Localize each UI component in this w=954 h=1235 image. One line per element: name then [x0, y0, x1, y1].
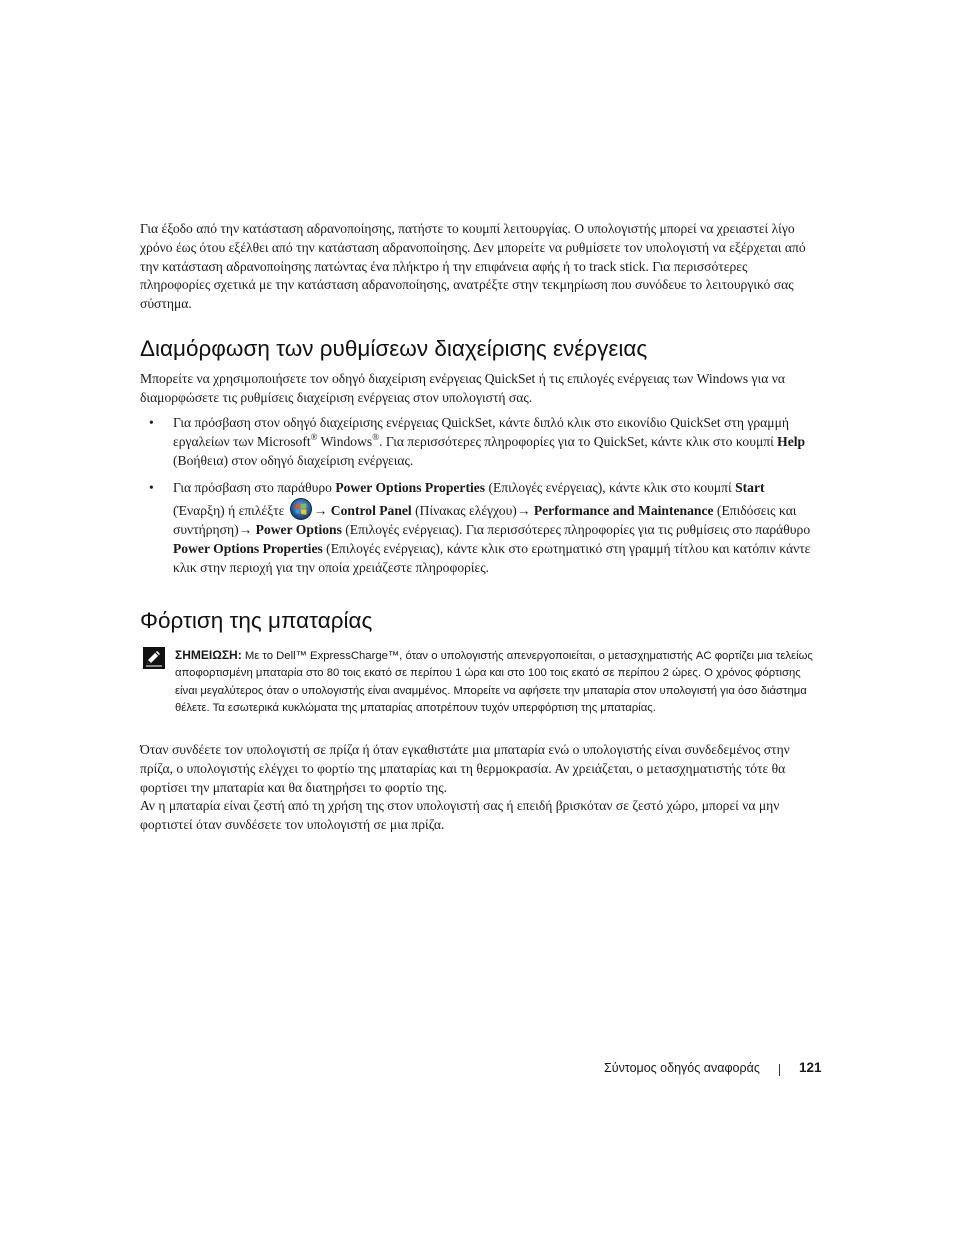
- start-button-label: Start: [735, 480, 765, 496]
- help-button-label: Help: [777, 433, 806, 449]
- bullet-text: Windows: [317, 433, 373, 449]
- bullet-marker: •: [149, 415, 154, 430]
- power-management-bullets: [140, 414, 812, 577]
- bullet-text: (Έναρξη) ή επιλέξτε: [173, 503, 288, 519]
- arrow-glyph: →: [313, 503, 331, 519]
- intro-paragraph: Για έξοδο από την κατάσταση αδρανοποίησης, πατήστε το κουμπί λειτουργίας. Ο υπολογιστής μπορεί να χρειαστεί λίγο χρόνο έως ότου εξέλθει από την κατάσταση αδρανοποίησης. Δεν μπορείτε να ρυθμίσετε τον υπολογιστή να εξέρχεται από την κατάσταση αδρανοποίησης πατώντας ένα πλήκτρο ή την επιφάνεια αφής ή το track stick. Για περισσότερες πληροφορίες σχετικά με την κατάσταση αδρανοποίησης, ανατρέξτε στην τεκμηρίωση που συνόδευε το λειτουργικό σας σύστημα.: [140, 221, 806, 312]
- note-block: [175, 647, 815, 717]
- note-text: Με το Dell™ ExpressCharge™, όταν ο υπολογιστής απενεργοποιείται, ο μετασχηματιστής AC φορτίζει μια τελείως αποφορτισμένη μπαταρία στο 80 τοις εκατό σε περίπου 1 ώρα και στο 100 τοις εκατό σε περίπου 2 ώρες. Ο χρόνος φόρτισης είναι μεγαλύτερος όταν ο υπολογιστής είναι αναμμένος. Μπορείτε να αφήσετε την μπαταρία στον υπολογιστή για όσο διάστημα θέλετε. Τα εσωτερικά κυκλώματα της μπαταρίας αποτρέπουν τυχόν υπερφόρτιση της μπαταρίας.: [175, 650, 813, 714]
- performance-maintenance-label: Performance and Maintenance: [533, 503, 714, 519]
- registered-mark: ®: [372, 431, 380, 442]
- footer-title: Σύντομος οδηγός αναφοράς: [604, 1061, 760, 1075]
- note-pencil-icon: [143, 647, 165, 669]
- arrow-glyph: →: [238, 521, 256, 537]
- bullet-text: (Επιλογές ενέργειας), κάντε κλικ στο ερωτηματικό στη γραμμή τίτλου και κατόπιν κάντε κλικ στην περιοχή για την οποία χρειάζεστε πληροφορίες.: [173, 540, 811, 575]
- bullet-text: (Βοήθεια) στον οδηγό διαχείριση ενέργειας.: [173, 452, 414, 468]
- power-options-label: Power Options: [255, 521, 342, 537]
- bullet-text: (Επιδόσεις και συντήρηση): [173, 503, 797, 537]
- bullet-text: (Πίνακας ελέγχου): [411, 503, 517, 519]
- bullet-text: (Επιλογές ενέργειας), κάντε κλικ στο κουμπί: [485, 480, 736, 496]
- bullet-power-options: [140, 479, 812, 577]
- charging-paragraph-2: Αν η μπαταρία είναι ζεστή από τη χρήση της στον υπολογιστή σας ή επειδή βρισκόταν σε ζεστό χώρο, μπορεί να μην φορτιστεί όταν συνδέσετε τον υπολογιστή σε μια πρίζα.: [140, 798, 780, 832]
- bullet-quickset: [140, 414, 812, 470]
- registered-mark: ®: [310, 431, 318, 442]
- control-panel-label: Control Panel: [330, 503, 412, 519]
- bullet-text: (Επιλογές ενέργειας). Για περισσότερες πληροφορίες για τις ρυθμίσεις στο παράθυρο: [341, 521, 811, 537]
- section-heading-power-management: Διαμόρφωση των ρυθμίσεων διαχείρισης ενέργειας: [140, 336, 648, 361]
- bullet-marker: •: [149, 480, 154, 496]
- power-options-properties-label: Power Options Properties: [173, 540, 323, 556]
- windows-start-icon: [289, 498, 313, 520]
- page-number: 121: [799, 1060, 822, 1075]
- bullet-text: . Για περισσότερες πληροφορίες για το QuickSet, κάντε κλικ στο κουμπί: [379, 433, 778, 449]
- arrow-glyph: →: [516, 503, 534, 519]
- power-options-properties-label: Power Options Properties: [335, 480, 486, 496]
- footer-separator: [779, 1064, 780, 1076]
- power-management-intro: Μπορείτε να χρησιμοποιήσετε τον οδηγό διαχείριση ενέργειας QuickSet ή τις επιλογές ενέργειας των Windows για να διαμορφώσετε τις ρυθμίσεις διαχείριση ενέργειας στον υπολογιστή σας.: [140, 371, 785, 405]
- bullet-text: Για πρόσβαση στον οδηγό διαχείρισης ενέργειας QuickSet, κάντε διπλό κλικ στο εικονίδιο QuickSet στη γραμμή εργαλείων των Microsoft: [173, 415, 789, 449]
- section-heading-battery-charging: Φόρτιση της μπαταρίας: [140, 608, 373, 633]
- charging-paragraph-1: Όταν συνδέετε τον υπολογιστή σε πρίζα ή όταν εγκαθιστάτε μια μπαταρία ενώ ο υπολογιστής είναι συνδεδεμένος στην πρίζα, ο υπολογιστής ελέγχει το φορτίο της μπαταρίας και τη θερμοκρασία. Αν χρειάζεται, ο μετασχηματιστής τότε θα φορτίσει την μπαταρία και θα διατηρήσει το φορτίο της.: [140, 742, 790, 795]
- bullet-text: Για πρόσβαση στο παράθυρο: [173, 480, 336, 496]
- note-label: ΣΗΜΕΙΩΣΗ:: [175, 648, 242, 662]
